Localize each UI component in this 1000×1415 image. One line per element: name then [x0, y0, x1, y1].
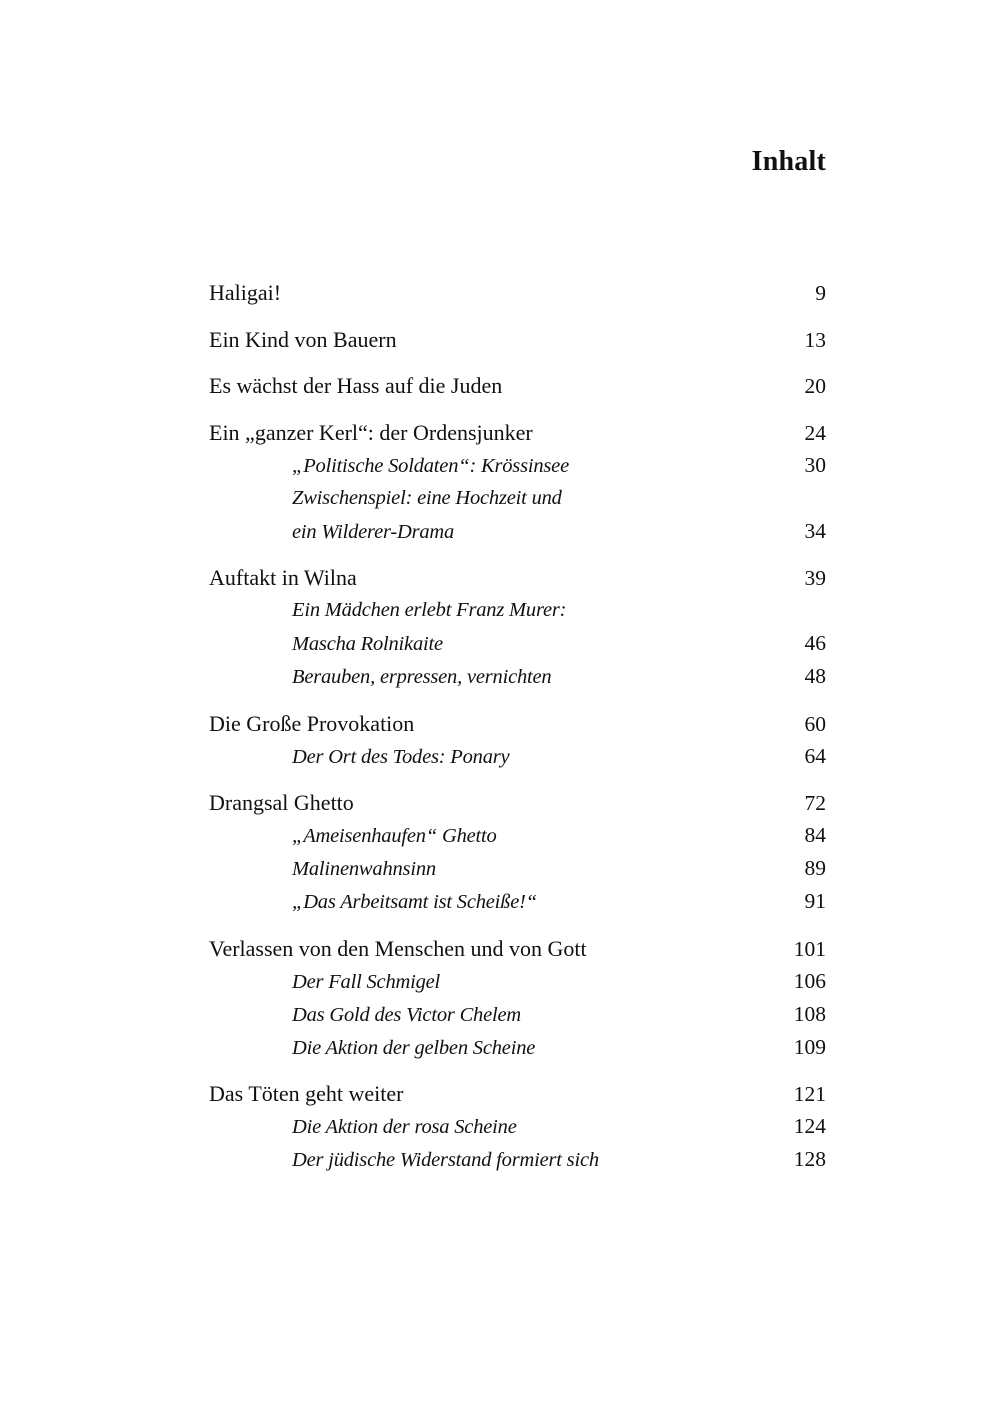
subchapter-title: Der Fall Schmigel: [292, 970, 441, 993]
toc-subchapter-row: [209, 515, 826, 548]
toc-subchapter-row: [209, 819, 826, 852]
toc-chapter-row: [209, 1077, 826, 1110]
page-number: 39: [804, 566, 826, 590]
subchapter-title: „Das Arbeitsamt ist Scheiße!“: [292, 891, 537, 913]
toc-chapter-row: [209, 276, 826, 309]
toc-chapter-row: [209, 369, 826, 402]
table-of-contents: [209, 276, 826, 1190]
toc-subchapter-row: [209, 1143, 826, 1176]
subchapter-title: „Politische Soldaten“: Krössinsee: [292, 454, 569, 477]
toc-subchapter-row: [209, 740, 826, 773]
toc-subchapter-row: [209, 998, 826, 1031]
chapter-title: Drangsal Ghetto: [209, 790, 354, 815]
toc-section: [209, 323, 826, 356]
toc-section: [209, 932, 826, 1064]
chapter-title: Haligai!: [209, 280, 282, 305]
toc-chapter-row: [209, 561, 826, 594]
page-number: 24: [804, 420, 826, 445]
subchapter-title: Zwischenspiel: eine Hochzeit und: [292, 486, 562, 509]
page-number: 60: [804, 711, 826, 736]
page-number: 34: [804, 518, 826, 543]
page-number: 13: [804, 327, 826, 352]
page-number: 101: [793, 936, 826, 961]
subchapter-title: Die Aktion der rosa Scheine: [292, 1116, 517, 1138]
page-number: 72: [804, 791, 826, 815]
toc-subchapter-row: [209, 660, 826, 693]
chapter-title: Auftakt in Wilna: [209, 565, 357, 590]
page-number: 20: [804, 374, 826, 398]
toc-subchapter-row: [209, 449, 826, 482]
page-number: 128: [793, 1147, 826, 1171]
toc-section: [209, 276, 826, 309]
page-title: Inhalt: [751, 146, 826, 177]
page-number: 46: [804, 631, 826, 655]
toc-subchapter-row: [209, 627, 826, 660]
toc-section: [209, 416, 826, 548]
page-number: 109: [793, 1034, 826, 1059]
page-number: 124: [793, 1114, 826, 1138]
toc-subchapter-row: [209, 852, 826, 885]
toc-chapter-row: [209, 707, 826, 740]
page-number: 84: [804, 823, 826, 847]
subchapter-title: Ein Mädchen erlebt Franz Murer:: [292, 599, 567, 621]
subchapter-title: „Ameisenhaufen“ Ghetto: [292, 825, 497, 847]
page-number: 91: [804, 889, 826, 913]
toc-subchapter-row: [209, 594, 826, 627]
chapter-title: Es wächst der Hass auf die Juden: [209, 373, 503, 398]
subchapter-title: Der Ort des Todes: Ponary: [292, 745, 510, 768]
toc-chapter-row: [209, 932, 826, 965]
chapter-title: Verlassen von den Menschen und von Gott: [209, 935, 587, 961]
toc-section: [209, 561, 826, 693]
chapter-title: Ein Kind von Bauern: [209, 326, 397, 352]
toc-subchapter-row: [209, 885, 826, 918]
page-number: 9: [815, 281, 826, 305]
toc-section: [209, 369, 826, 402]
page-number: 89: [804, 856, 826, 880]
subchapter-title: Mascha Rolnikaite: [292, 633, 443, 655]
subchapter-title: Die Aktion der gelben Scheine: [292, 1036, 536, 1059]
toc-subchapter-row: [209, 482, 826, 515]
toc-section: [209, 707, 826, 773]
page-number: 108: [793, 1001, 826, 1026]
toc-chapter-row: [209, 786, 826, 819]
toc-subchapter-row: [209, 965, 826, 998]
page-number: 30: [804, 452, 826, 477]
page-number: 64: [804, 743, 826, 768]
toc-section: [209, 786, 826, 918]
toc-section: [209, 1077, 826, 1176]
subchapter-title: Malinenwahnsinn: [292, 858, 436, 880]
toc-subchapter-row: [209, 1031, 826, 1064]
toc-chapter-row: [209, 416, 826, 449]
page-number: 106: [793, 968, 826, 993]
page-number: 121: [793, 1082, 826, 1106]
toc-chapter-row: [209, 323, 826, 356]
chapter-title: Die Große Provokation: [209, 710, 415, 736]
page-number: 48: [804, 664, 826, 688]
subchapter-title: Der jüdische Widerstand formiert sich: [292, 1149, 599, 1171]
chapter-title: Ein „ganzer Kerl“: der Ordensjunker: [209, 419, 533, 445]
subchapter-title: Das Gold des Victor Chelem: [292, 1003, 521, 1026]
subchapter-title: ein Wilderer-Drama: [292, 520, 455, 543]
subchapter-title: Berauben, erpressen, vernichten: [292, 666, 552, 688]
toc-subchapter-row: [209, 1110, 826, 1143]
chapter-title: Das Töten geht weiter: [209, 1081, 404, 1106]
